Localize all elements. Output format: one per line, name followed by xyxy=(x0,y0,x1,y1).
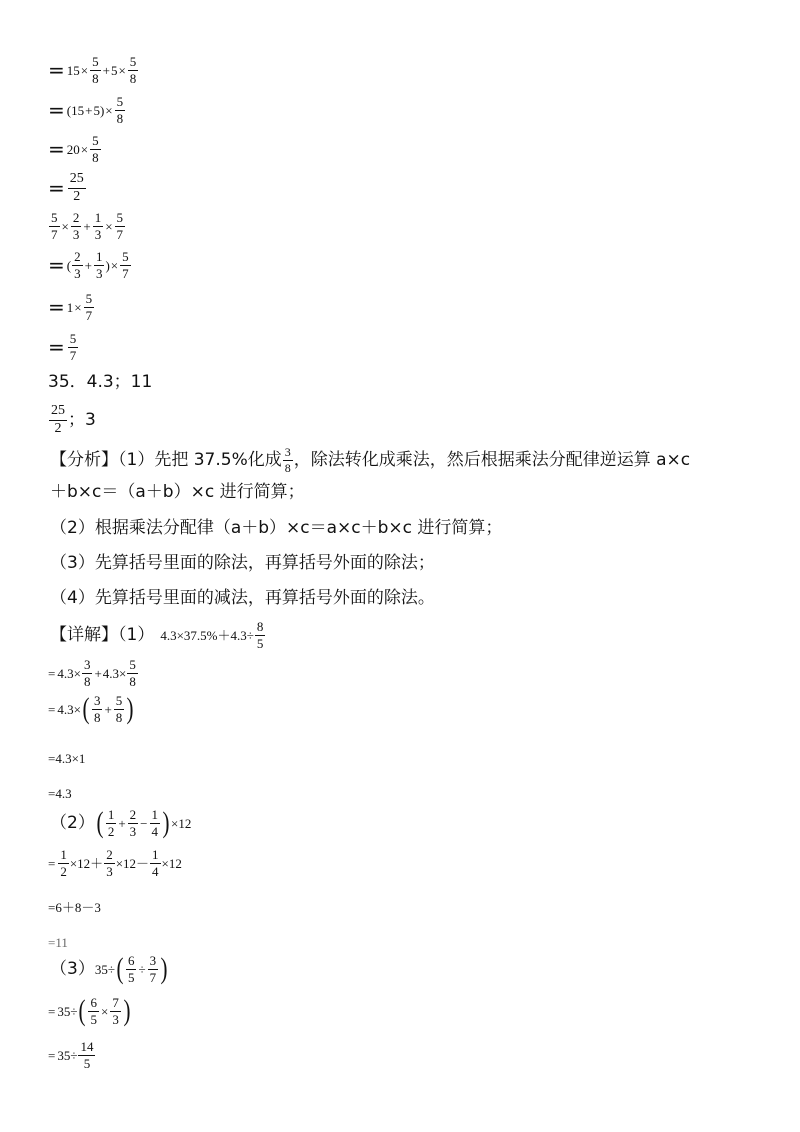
operator: + xyxy=(94,665,102,681)
fraction xyxy=(58,848,69,878)
answer-rest: ；3 xyxy=(68,409,96,430)
fraction xyxy=(150,808,161,838)
operator: + xyxy=(83,218,91,234)
numerator: 3 xyxy=(284,445,291,459)
numerator: 7 xyxy=(112,995,119,1010)
denominator: 8 xyxy=(116,110,124,126)
denominator: 2 xyxy=(107,823,115,839)
equals-sign: = xyxy=(48,137,65,162)
open-paren: ( xyxy=(116,952,124,986)
term: ×12 xyxy=(171,815,192,831)
fraction xyxy=(255,620,266,650)
detail-line-4: =4.3×1 xyxy=(48,751,86,766)
denominator: 7 xyxy=(116,226,124,242)
analysis-line-3: （2）根据乘法分配律（a＋b）×c＝a×c＋b×c 进行简算； xyxy=(50,518,503,538)
operator: + xyxy=(85,102,93,118)
numerator: 2 xyxy=(72,210,80,225)
denominator: 8 xyxy=(93,709,101,725)
fraction xyxy=(82,658,93,688)
denominator: 7 xyxy=(51,226,58,242)
detail-q3 xyxy=(50,954,169,984)
detail-q2 xyxy=(50,808,191,838)
denominator: 2 xyxy=(54,420,62,436)
term: 1 xyxy=(66,299,74,315)
q3-label: （3） xyxy=(50,958,95,979)
numerator: 5 xyxy=(122,249,129,264)
fraction xyxy=(127,658,138,688)
denominator: 8 xyxy=(92,149,99,165)
denominator: 5 xyxy=(90,1011,97,1027)
numerator: 1 xyxy=(95,249,103,264)
calc-line-7 xyxy=(48,292,95,322)
numerator: 5 xyxy=(69,331,77,346)
numerator: 1 xyxy=(94,210,102,225)
analysis-line-5: （4）先算括号里面的减法，再算括号外面的除法。 xyxy=(50,588,435,608)
numerator: 2 xyxy=(106,847,113,862)
answer-35: 35．4.3；11 xyxy=(48,372,153,392)
fraction xyxy=(115,211,126,241)
fraction xyxy=(106,808,117,838)
numerator: 2 xyxy=(129,807,137,822)
detail-g2 xyxy=(48,1040,96,1070)
term: ×12－ xyxy=(115,855,150,871)
term: 4.3× xyxy=(57,701,81,717)
denominator: 8 xyxy=(129,673,136,689)
expr-text: 4.3×37.5%＋4.3÷ xyxy=(160,627,254,643)
term: 4.3× xyxy=(102,665,127,681)
numerator: 25 xyxy=(49,404,67,421)
close-paren: ) xyxy=(162,806,170,840)
denominator: 8 xyxy=(83,673,91,689)
open-paren: ( xyxy=(96,806,104,840)
close-paren: ) xyxy=(123,994,131,1028)
operator: × xyxy=(80,62,89,78)
equals-sign: = xyxy=(48,1047,56,1063)
denominator: 3 xyxy=(95,265,103,281)
operator: + xyxy=(118,815,126,831)
equals-sign: = xyxy=(48,253,65,278)
denominator: 5 xyxy=(83,1055,91,1071)
open-paren: ( xyxy=(66,257,72,273)
denominator: 7 xyxy=(85,307,93,323)
close-paren: ) xyxy=(126,692,134,726)
fraction xyxy=(150,848,161,878)
fraction xyxy=(128,55,139,85)
numerator: 1 xyxy=(60,847,67,862)
open-paren: ( xyxy=(78,994,86,1028)
fraction xyxy=(90,134,101,164)
analysis-line-1 xyxy=(50,446,690,474)
numerator: 5 xyxy=(116,94,124,109)
operator: × xyxy=(61,218,69,234)
equals-sign: = xyxy=(48,176,65,201)
numerator: 5 xyxy=(85,291,93,306)
calc-line-5 xyxy=(48,211,126,241)
denominator: 3 xyxy=(129,823,137,839)
fraction xyxy=(71,211,82,241)
operator: × xyxy=(118,62,126,78)
numerator: 1 xyxy=(152,847,159,862)
term: ×12 xyxy=(161,855,182,871)
detail-e1 xyxy=(48,848,182,878)
analysis-text: ，除法转化成乘法，然后根据乘法分配律逆运算 a×c xyxy=(293,449,691,470)
operator: × xyxy=(80,141,89,157)
fraction xyxy=(94,250,105,280)
fraction xyxy=(93,211,104,241)
denominator: 5 xyxy=(256,635,264,651)
term: 5) xyxy=(93,102,105,118)
fraction xyxy=(126,954,137,984)
calc-line-1 xyxy=(48,55,139,85)
denominator: 5 xyxy=(127,969,135,985)
denominator: 4 xyxy=(152,863,159,879)
denominator: 3 xyxy=(72,226,80,242)
equals-sign: = xyxy=(48,855,56,871)
equals-sign: = xyxy=(48,665,56,681)
denominator: 2 xyxy=(73,188,81,204)
detail-line-3 xyxy=(48,694,135,724)
operator: × xyxy=(100,1003,109,1019)
equals-sign: = xyxy=(48,295,65,320)
term: 4.3× xyxy=(57,665,81,681)
analysis-line-2: ＋b×c＝（a＋b）×c 进行简算； xyxy=(50,482,305,502)
term: (15 xyxy=(66,102,85,118)
numerator: 14 xyxy=(80,1039,94,1054)
term: ×12＋ xyxy=(69,855,104,871)
expression xyxy=(160,620,266,650)
detail-e2: =6＋8－3 xyxy=(48,900,101,915)
calc-line-4 xyxy=(48,172,87,204)
term: 35÷ xyxy=(57,1047,78,1063)
expression xyxy=(95,954,169,984)
numerator: 5 xyxy=(115,693,123,708)
detail-line-1 xyxy=(50,620,266,650)
analysis-text: 【分析】（1）先把 37.5%化成 xyxy=(50,449,282,470)
numerator: 5 xyxy=(92,133,99,148)
detail-line-2 xyxy=(48,658,139,688)
numerator: 5 xyxy=(129,657,136,672)
fraction xyxy=(120,250,131,280)
numerator: 25 xyxy=(68,172,86,189)
term: 20 xyxy=(66,141,80,157)
fraction xyxy=(283,446,293,474)
operator: × xyxy=(110,257,119,273)
operator: × xyxy=(105,102,113,118)
calc-line-2 xyxy=(48,95,126,125)
equals-sign: = xyxy=(48,335,65,360)
term: 35÷ xyxy=(57,1003,78,1019)
operator: × xyxy=(105,218,113,234)
fraction xyxy=(68,172,86,204)
term: 35÷ xyxy=(94,961,115,977)
fraction xyxy=(114,694,125,724)
numerator: 1 xyxy=(151,807,159,822)
denominator: 8 xyxy=(92,70,99,86)
numerator: 6 xyxy=(90,995,97,1010)
denominator: 8 xyxy=(129,70,137,86)
fraction xyxy=(68,332,79,362)
denominator: 3 xyxy=(74,265,81,281)
fraction xyxy=(92,694,103,724)
fraction xyxy=(84,292,95,322)
numerator: 5 xyxy=(92,54,99,69)
operator: ÷ xyxy=(138,961,146,977)
fraction xyxy=(148,954,159,984)
open-paren: ( xyxy=(82,692,90,726)
analysis-line-4: （3）先算括号里面的除法，再算括号外面的除法； xyxy=(50,553,435,573)
denominator: 4 xyxy=(151,823,159,839)
denominator: 7 xyxy=(122,265,129,281)
operator: + xyxy=(104,701,112,717)
denominator: 3 xyxy=(106,863,113,879)
equals-sign: = xyxy=(48,701,56,717)
denominator: 7 xyxy=(149,969,157,985)
operator: + xyxy=(102,62,110,78)
denominator: 3 xyxy=(112,1011,119,1027)
close-paren: ) xyxy=(160,952,168,986)
numerator: 5 xyxy=(116,210,124,225)
answer-35-second xyxy=(48,404,96,436)
numerator: 1 xyxy=(107,807,115,822)
detail-line-5: =4.3 xyxy=(48,786,72,801)
fraction xyxy=(115,95,126,125)
calc-line-3 xyxy=(48,134,102,164)
numerator: 8 xyxy=(256,619,264,634)
numerator: 3 xyxy=(93,693,101,708)
term: 5 xyxy=(110,62,118,78)
detail-e3: =11 xyxy=(48,935,68,950)
numerator: 5 xyxy=(51,210,58,225)
fraction xyxy=(90,55,101,85)
equals-sign: = xyxy=(48,98,65,123)
operator: − xyxy=(140,815,148,831)
fraction xyxy=(128,808,139,838)
fraction xyxy=(88,996,99,1026)
detail-g1 xyxy=(48,996,132,1026)
calc-line-8 xyxy=(48,332,79,362)
operator: × xyxy=(74,299,82,315)
fraction xyxy=(49,404,67,436)
term: 15 xyxy=(66,62,80,78)
numerator: 3 xyxy=(83,657,91,672)
denominator: 7 xyxy=(69,347,77,363)
expression xyxy=(95,808,192,838)
denominator: 8 xyxy=(115,709,123,725)
detail-head: 【详解】（1） xyxy=(50,624,155,645)
q2-label: （2） xyxy=(50,812,95,833)
fraction xyxy=(104,848,115,878)
denominator: 2 xyxy=(60,863,67,879)
fraction xyxy=(49,211,60,241)
calc-line-6 xyxy=(48,250,132,280)
equals-sign: = xyxy=(48,1003,56,1019)
numerator: 2 xyxy=(74,249,81,264)
denominator: 8 xyxy=(284,460,291,475)
numerator: 6 xyxy=(127,953,135,968)
operator: + xyxy=(84,257,92,273)
equals-sign: = xyxy=(48,58,65,83)
denominator: 3 xyxy=(94,226,102,242)
fraction xyxy=(78,1040,95,1070)
numerator: 5 xyxy=(129,54,137,69)
fraction xyxy=(110,996,121,1026)
numerator: 3 xyxy=(149,953,157,968)
close-paren: ) xyxy=(105,257,110,273)
fraction xyxy=(72,250,83,280)
